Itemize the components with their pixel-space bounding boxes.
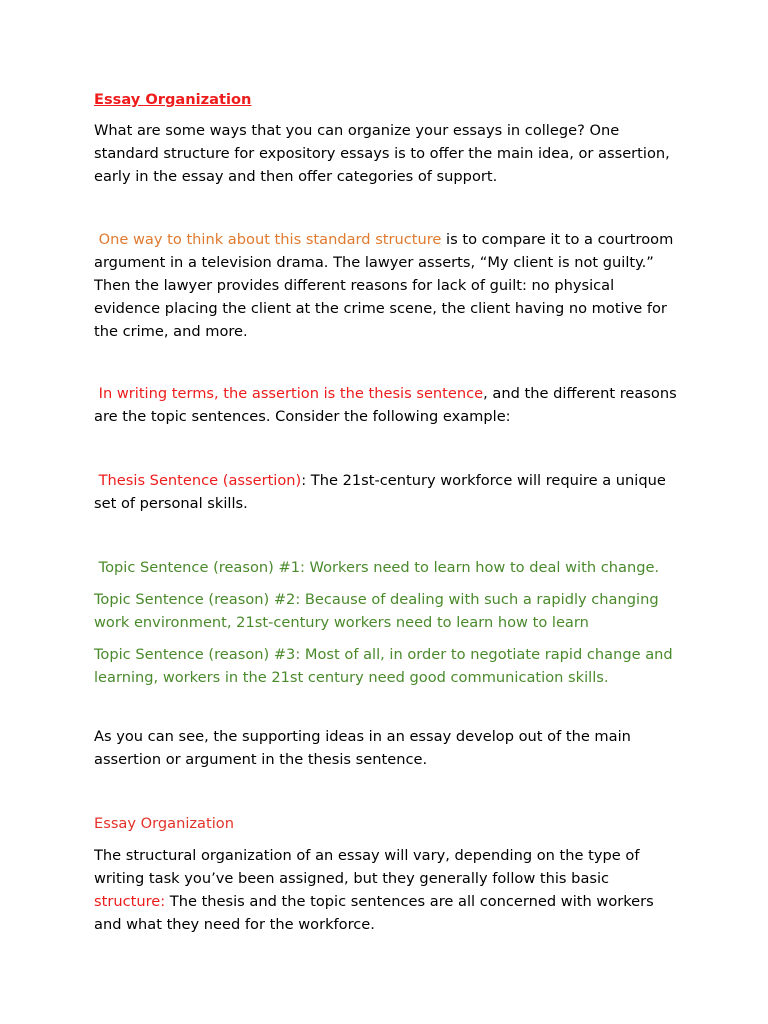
- paragraph-courtroom: [94, 228, 694, 343]
- para3-line1-rest: , and the different reasons: [483, 385, 677, 402]
- para2-line1: [94, 228, 694, 251]
- paragraph-writing-terms: [94, 382, 694, 428]
- para5-highlight: structure:: [94, 893, 166, 910]
- topic3-line1: Topic Sentence (reason) #3: Most of all, in order to negotiate rapid change and: [94, 646, 673, 663]
- heading-essay-organization: [94, 88, 694, 111]
- heading-essay-organization-2: [94, 812, 694, 835]
- para2-line2: argument in a television drama. The lawyer asserts, “My client is not guilty.”: [94, 254, 654, 271]
- thesis-line1: [94, 469, 694, 492]
- para3-line1: [94, 382, 694, 405]
- heading-2: Essay Organization: [94, 815, 234, 832]
- heading-1: Essay Organization: [94, 91, 252, 108]
- paragraph-thesis: [94, 469, 694, 515]
- paragraph-structure: [94, 844, 694, 936]
- topic-sentence-2: [94, 588, 694, 634]
- topic1-line: [94, 556, 694, 579]
- thesis-label: Thesis Sentence (assertion): [98, 472, 302, 489]
- para2-highlight: One way to think about this standard structure: [98, 231, 442, 248]
- topic-sentence-1: [94, 556, 694, 579]
- para1-line3: early in the essay and then offer categories of support.: [94, 168, 498, 185]
- topic1-text: Topic Sentence (reason) #1: Workers need to learn how to deal with change.: [98, 559, 660, 576]
- thesis-line1-rest: : The 21st-century workforce will require a unique: [301, 472, 666, 489]
- para5-line4: and what they need for the workforce.: [94, 916, 375, 933]
- para5-line2: writing task you’ve been assigned, but they generally follow this basic: [94, 870, 610, 887]
- para1-line2: standard structure for expository essays is to offer the main idea, or assertion,: [94, 145, 670, 162]
- topic2-line1: Topic Sentence (reason) #2: Because of dealing with such a rapidly changing: [94, 591, 659, 608]
- topic-sentence-3: [94, 643, 694, 689]
- para4-line2: assertion or argument in the thesis sentence.: [94, 751, 428, 768]
- para2-line3: Then the lawyer provides different reasons for lack of guilt: no physical: [94, 277, 615, 294]
- topic2-line2: work environment, 21st-century workers need to learn how to learn: [94, 614, 589, 631]
- para2-line4: evidence placing the client at the crime scene, the client having no motive for: [94, 300, 667, 317]
- topic3-line2: learning, workers in the 21st century need good communication skills.: [94, 669, 609, 686]
- paragraph-intro: [94, 119, 694, 188]
- thesis-line2: set of personal skills.: [94, 495, 248, 512]
- para5-line1: The structural organization of an essay will vary, depending on the type of: [94, 847, 640, 864]
- para3-line2: are the topic sentences. Consider the following example:: [94, 408, 511, 425]
- para3-highlight: In writing terms, the assertion is the thesis sentence: [98, 385, 484, 402]
- para1-line1: What are some ways that you can organize your essays in college? One: [94, 122, 620, 139]
- para2-line5: the crime, and more.: [94, 323, 248, 340]
- para4-line1: As you can see, the supporting ideas in an essay develop out of the main: [94, 728, 631, 745]
- para5-line3-rest: The thesis and the topic sentences are all concerned with workers: [165, 893, 654, 910]
- paragraph-supporting-ideas: [94, 725, 694, 771]
- para5-line3: [94, 890, 694, 913]
- para2-line1-rest: is to compare it to a courtroom: [441, 231, 674, 248]
